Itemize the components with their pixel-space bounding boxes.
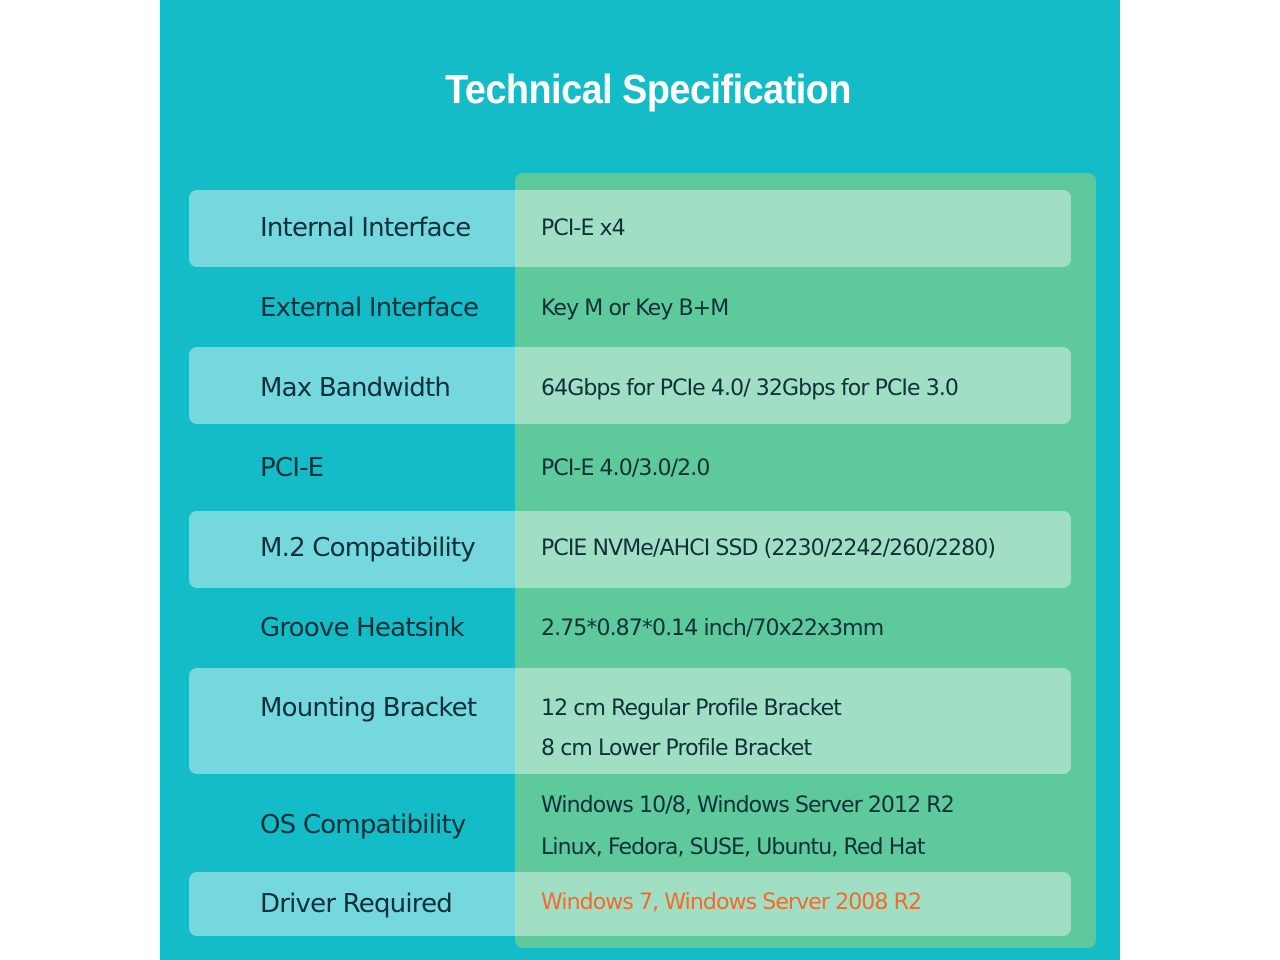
spec-label-os-compatibility: OS Compatibility xyxy=(260,810,466,840)
spec-label-external-interface: External Interface xyxy=(260,293,479,323)
spec-value-mounting-bracket-line-1: 12 cm Regular Profile Bracket xyxy=(541,696,842,721)
spec-label-pcie: PCI-E xyxy=(260,453,324,483)
spec-label-m2-compatibility: M.2 Compatibility xyxy=(260,533,475,563)
spec-label-driver-required: Driver Required xyxy=(260,889,452,919)
spec-value-mounting-bracket-line-2: 8 cm Lower Profile Bracket xyxy=(541,736,812,761)
spec-label-mounting-bracket: Mounting Bracket xyxy=(260,693,477,723)
spec-label-max-bandwidth: Max Bandwidth xyxy=(260,373,451,403)
page-title: Technical Specification xyxy=(445,66,851,112)
spec-value-driver-required: Windows 7, Windows Server 2008 R2 xyxy=(541,890,922,915)
spec-label-groove-heatsink: Groove Heatsink xyxy=(260,613,464,643)
spec-value-groove-heatsink: 2.75*0.87*0.14 inch/70x22x3mm xyxy=(541,616,884,641)
spec-value-m2-compatibility: PCIE NVMe/AHCI SSD (2230/2242/260/2280) xyxy=(541,536,996,561)
spec-value-max-bandwidth: 64Gbps for PCIe 4.0/ 32Gbps for PCIe 3.0 xyxy=(541,376,959,401)
spec-value-external-interface: Key M or Key B+M xyxy=(541,296,729,321)
spec-value-os-compatibility-line-2: Linux, Fedora, SUSE, Ubuntu, Red Hat xyxy=(541,835,925,860)
spec-value-internal-interface: PCI-E x4 xyxy=(541,216,625,241)
spec-value-os-compatibility-line-1: Windows 10/8, Windows Server 2012 R2 xyxy=(541,793,954,818)
spec-panel xyxy=(160,0,1120,960)
spec-value-pcie: PCI-E 4.0/3.0/2.0 xyxy=(541,456,710,481)
spec-label-internal-interface: Internal Interface xyxy=(260,213,471,243)
